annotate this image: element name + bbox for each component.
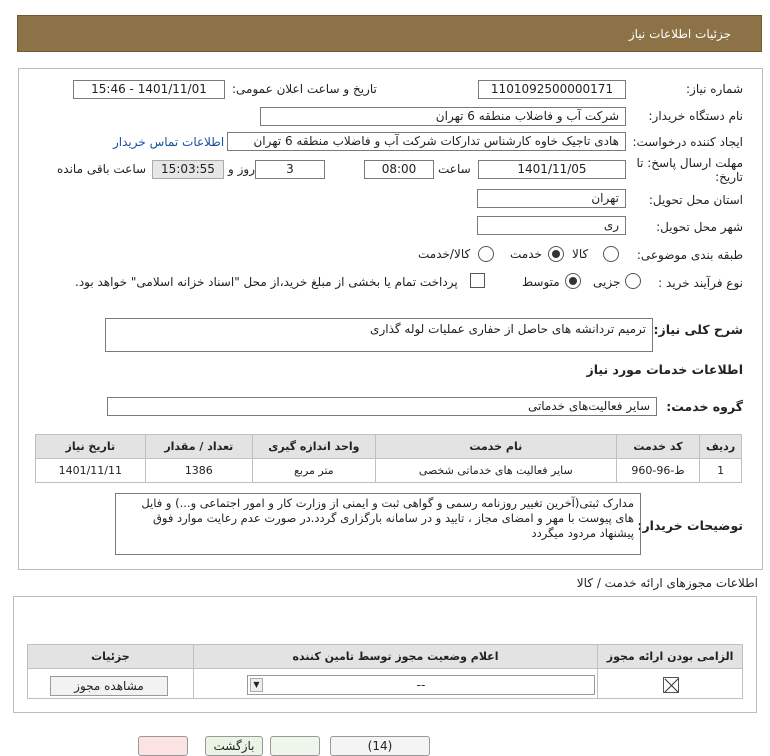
category-goods-service-radio[interactable] <box>478 246 494 262</box>
col-row-number: ردیف <box>700 435 742 459</box>
services-heading: اطلاعات خدمات مورد نیاز <box>586 362 743 377</box>
summary-label: شرح کلی نیاز: <box>653 322 743 337</box>
service-group-field[interactable]: سایر فعالیت‌های خدماتی <box>107 397 657 416</box>
category-service-radio[interactable] <box>548 246 564 262</box>
col-quantity: تعداد / مقدار <box>145 435 252 459</box>
creator-label: ایجاد کننده درخواست: <box>632 135 743 149</box>
buyer-contact-link[interactable]: اطلاعات تماس خریدار <box>113 135 225 149</box>
summary-field[interactable]: ترمیم تردانشه های حاصل از حفاری عملیات لوله گذاری <box>105 318 653 352</box>
category-goods-label: کالا <box>572 247 589 261</box>
province-field[interactable]: تهران <box>477 189 626 208</box>
view-license-button[interactable]: مشاهده مجوز <box>50 676 168 696</box>
col-license-details: جزئیات <box>28 645 194 669</box>
category-goods-radio[interactable] <box>603 246 619 262</box>
days-label: روز و <box>228 162 255 176</box>
cell-quantity: 1386 <box>145 459 252 483</box>
license-required-checkbox <box>663 677 679 693</box>
chevron-down-icon[interactable]: ▼ <box>250 678 263 692</box>
process-minor-label: جزیی <box>593 275 621 289</box>
treasury-payment-note: پرداخت تمام یا بخشی از مبلغ خرید،از محل "اسناد خزانه اسلامی" خواهد بود. <box>75 275 458 289</box>
process-medium-label: متوسط <box>522 275 560 289</box>
buyer-field[interactable]: شرکت آب و فاضلاب منطقه 6 تهران <box>260 107 626 126</box>
bottom-green-button[interactable] <box>270 736 320 756</box>
need-number-label: شماره نیاز: <box>686 82 743 96</box>
announce-field[interactable]: 1401/11/01 - 15:46 <box>73 80 225 99</box>
deadline-date-field[interactable]: 1401/11/05 <box>478 160 626 179</box>
announce-label: تاریخ و ساعت اعلان عمومی: <box>232 82 377 96</box>
remaining-time-field: 15:03:55 <box>152 160 224 179</box>
service-group-label: گروه خدمت: <box>666 399 743 414</box>
remaining-label: ساعت باقی مانده <box>57 162 147 176</box>
col-service-code: کد خدمت <box>616 435 699 459</box>
table-row[interactable] <box>36 459 742 483</box>
category-goods-service-label: کالا/خدمت <box>418 247 471 261</box>
cell-row-number: 1 <box>700 459 742 483</box>
cell-service-name: سایر فعالیت های خدماتی شخصی <box>375 459 616 483</box>
license-status-value: -- <box>416 678 426 692</box>
deadline-time-field[interactable]: 08:00 <box>364 160 434 179</box>
province-label: استان محل تحویل: <box>648 193 743 207</box>
cell-unit: متر مربع <box>253 459 376 483</box>
creator-field[interactable]: هادی تاجیک خاوه کارشناس تدارکات شرکت آب و فاضلاب منطقه 6 تهران <box>227 132 626 151</box>
treasury-payment-checkbox[interactable] <box>470 273 485 288</box>
days-field[interactable]: 3 <box>255 160 325 179</box>
city-field[interactable]: ری <box>477 216 626 235</box>
cell-service-code: ط-96-960 <box>616 459 699 483</box>
col-license-required: الزامی بودن ارائه مجوز <box>598 645 743 669</box>
need-number-field[interactable]: 1101092500000171 <box>478 80 626 99</box>
process-minor-radio[interactable] <box>625 273 641 289</box>
col-unit: واحد اندازه گیری <box>253 435 376 459</box>
services-table-header <box>36 435 742 459</box>
city-label: شهر محل تحویل: <box>656 220 743 234</box>
buyer-notes-label: توضیحات خریدار: <box>637 518 743 533</box>
col-service-name: نام خدمت <box>375 435 616 459</box>
page-title: جزئیات اطلاعات نیاز <box>628 27 731 41</box>
col-license-status: اعلام وضعیت مجوز توسط تامین کننده <box>193 645 597 669</box>
buyer-label: نام دستگاه خریدار: <box>648 109 743 123</box>
licenses-table-header <box>28 645 743 669</box>
buyer-notes-field[interactable]: مدارک ثبتی(آخرین تغییر روزنامه رسمی و گواهی ثبت و ایمنی از وزارت کار و امور اجتماعی و...) و فایل های پیوست با مهر و امضای مجاز ، تایید و در سامانه بارگزاری گردد.در صورت عدم رعایت موارد فوق پیشنهاد مردود میگردد <box>115 493 641 555</box>
bottom-action-button[interactable]: (14) <box>330 736 430 756</box>
licenses-heading: اطلاعات مجوزهای ارائه خدمت / کالا <box>576 576 758 590</box>
cell-need-date: 1401/11/11 <box>36 459 146 483</box>
time-label: ساعت <box>438 162 471 176</box>
process-medium-radio[interactable] <box>565 273 581 289</box>
category-service-label: خدمت <box>510 247 542 261</box>
category-label: طبقه بندی موضوعی: <box>636 248 743 262</box>
process-label: نوع فرآیند خرید : <box>658 276 743 290</box>
col-need-date: تاریخ نیاز <box>36 435 146 459</box>
license-status-select[interactable] <box>247 675 595 695</box>
services-table <box>35 434 742 483</box>
bottom-red-button[interactable] <box>138 736 188 756</box>
deadline-label: مهلت ارسال پاسخ: تا تاریخ: <box>636 156 743 184</box>
page-header <box>17 15 762 52</box>
back-button[interactable]: بازگشت <box>205 736 263 756</box>
